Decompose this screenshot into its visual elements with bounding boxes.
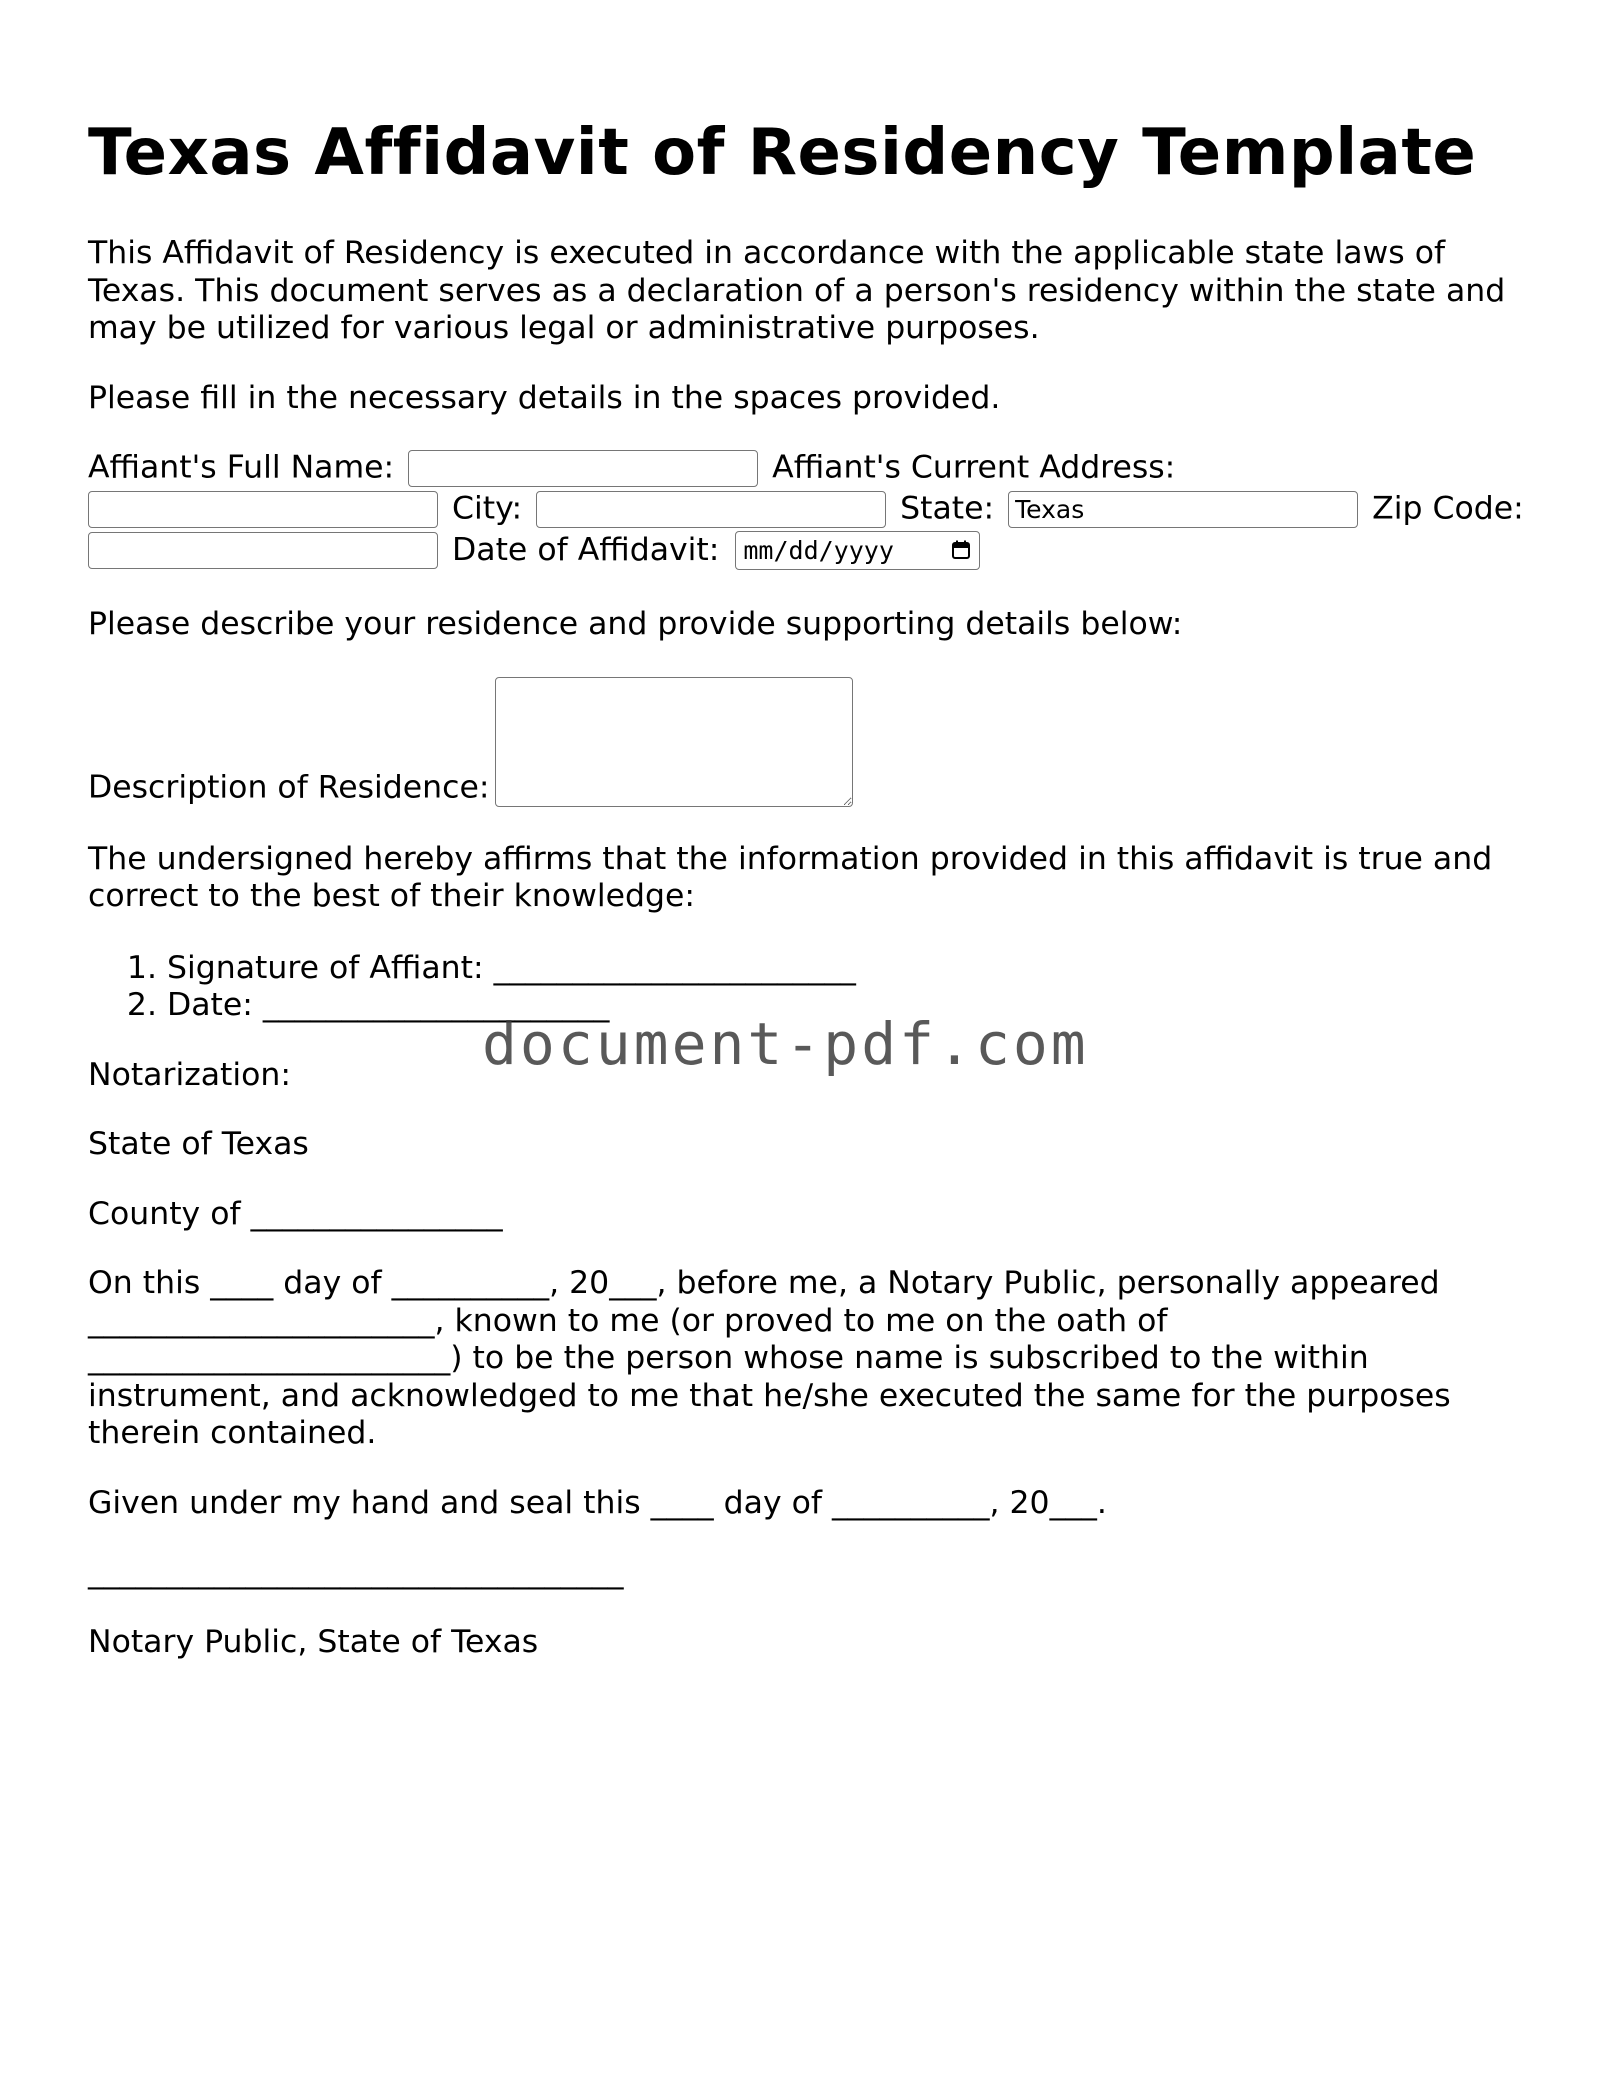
- county-of-line: County of ________________: [88, 1195, 503, 1232]
- description-label: Description of Residence:: [88, 769, 490, 805]
- date-of-affidavit-input[interactable]: [735, 531, 980, 570]
- full-name-input[interactable]: [408, 450, 758, 487]
- calendar-icon[interactable]: [951, 540, 971, 560]
- zip-code-label: Zip Code:: [1372, 490, 1524, 527]
- description-textarea[interactable]: [495, 677, 853, 807]
- notary-acknowledgment-paragraph: On this ____ day of __________, 20___, before me, a Notary Public, personally appeared ______________________, known to me (or proved to me on the oath of _______________________) to be the person whose name is subscribed to the within instrument, and acknowledged to me that he/she executed the same for the purposes therein contained.: [88, 1265, 1451, 1451]
- affiant-fields: [88, 449, 1528, 572]
- signature-date-line: 2. Date: ______________________: [167, 987, 1528, 1025]
- intro-paragraph: This Affidavit of Residency is executed in accordance with the applicable state laws of Texas. This document serves as a declaration of a person's residency within the state and may be utilized for various legal or administrative purposes.: [88, 235, 1506, 346]
- full-name-label: Affiant's Full Name:: [88, 449, 395, 486]
- date-of-affidavit-label: Date of Affidavit:: [452, 531, 720, 568]
- signature-of-affiant-line: 1. Signature of Affiant: _______________________: [167, 950, 1528, 988]
- state-of-texas: State of Texas: [88, 1126, 309, 1162]
- city-label: City:: [452, 490, 523, 527]
- notarization-heading: Notarization:: [88, 1056, 291, 1093]
- notary-public-caption: Notary Public, State of Texas: [88, 1623, 539, 1660]
- affirmation-paragraph: The undersigned hereby affirms that the information provided in this affidavit is true and correct to the best of their knowledge:: [88, 840, 1493, 914]
- date-placeholder: mm/dd/yyyy: [743, 536, 894, 565]
- zip-code-input[interactable]: [88, 532, 438, 569]
- description-row: [88, 677, 1528, 807]
- state-input[interactable]: [1008, 491, 1358, 528]
- address-label: Affiant's Current Address:: [772, 449, 1176, 486]
- document-page: [88, 0, 1528, 1661]
- fill-in-instruction: Please fill in the necessary details in the spaces provided.: [88, 379, 1001, 416]
- state-label: State:: [900, 490, 995, 527]
- given-under-hand-line: Given under my hand and seal this ____ day of __________, 20___.: [88, 1484, 1107, 1521]
- watermark: document-pdf.com: [482, 1010, 1089, 1078]
- notary-signature-line: __________________________________: [88, 1554, 624, 1590]
- address-input[interactable]: [88, 491, 438, 528]
- page-title: Texas Affidavit of Residency Template: [88, 116, 1477, 190]
- city-input[interactable]: [536, 491, 886, 528]
- describe-instruction: Please describe your residence and provide supporting details below:: [88, 606, 1183, 642]
